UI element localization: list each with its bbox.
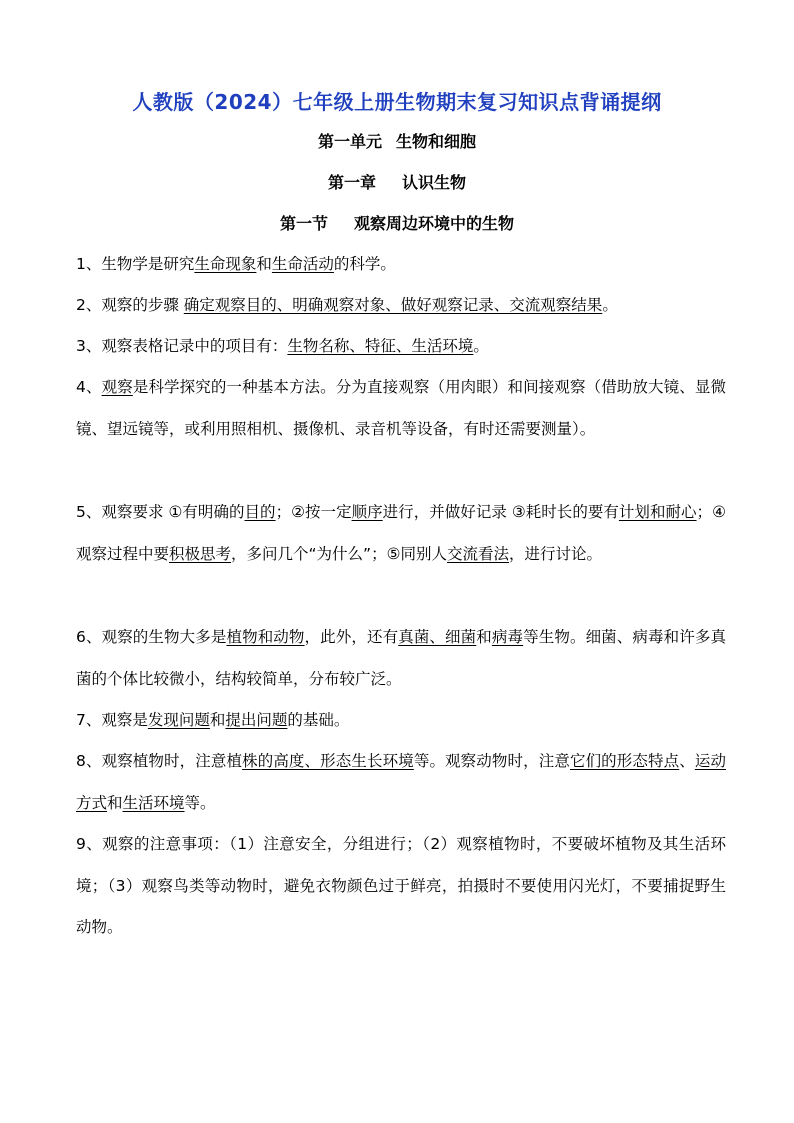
chapter-name: 认识生物 (402, 173, 467, 192)
underlined-term: 积极思考 (169, 544, 232, 563)
underlined-term: 株的高度、形态生长环境 (242, 752, 414, 770)
text-run: 等。观察动物时，注意 (413, 752, 570, 770)
text-run: 2、观察的步骤 (76, 296, 184, 314)
text-run: ，多问几个“为什么”；⑤同别人 (231, 544, 447, 563)
section-heading (0, 211, 794, 234)
underlined-term: 交流看法 (447, 544, 510, 563)
paragraph-1 (76, 244, 726, 286)
text-run: 等生物。细菌、病毒和许多真菌的个体比较微小，结构较简单，分布较广泛。 (76, 628, 726, 688)
chapter-heading (0, 170, 794, 193)
text-run: 7、观察是 (76, 711, 148, 729)
paragraph-5 (76, 492, 726, 575)
text-run: ，进行讨论。 (509, 544, 603, 563)
text-run: 和 (256, 255, 272, 273)
underlined-term: 目的 (244, 503, 276, 521)
underlined-term: 观察 (101, 378, 133, 396)
underlined-term: 生物名称、特征、生活环境 (287, 337, 474, 355)
paragraph-7 (76, 700, 726, 742)
text-run: 和 (476, 628, 492, 646)
text-run: 1、生物学是研究 (76, 255, 195, 273)
section-name: 观察周边环境中的生物 (354, 214, 515, 233)
text-run: 进行，并做好记录 ③耗时长的要有 (382, 503, 619, 521)
document-title: 人教版（2024）七年级上册生物期末复习知识点背诵提纲 (132, 90, 662, 114)
text-run: 。 (602, 296, 618, 314)
text-run: 4、 (76, 378, 102, 396)
text-run: 和 (209, 711, 226, 729)
chapter-number: 第一章 (327, 173, 376, 192)
text-run: 的科学。 (333, 255, 396, 273)
underlined-term: 提出问题 (225, 711, 288, 729)
text-run: 的基础。 (287, 711, 350, 729)
unit-number: 第一单元 (317, 132, 382, 151)
underlined-term: 生命现象 (194, 255, 257, 273)
text-run: 和 (107, 793, 123, 812)
text-run: ；④观察过程中要 (76, 503, 726, 563)
paragraph-6 (76, 617, 726, 700)
underlined-term: 病毒 (491, 628, 524, 646)
underlined-term: 顺序 (351, 503, 383, 521)
text-run: 。 (473, 337, 489, 355)
text-run: 9、观察的注意事项：（1）注意安全，分组进行；（2）观察植物时，不要破坏植物及其生活环境；（3）观察鸟类等动物时，避免衣物颜色过于鲜亮，拍摄时不要使用闪光灯，不要捕捉野生动物。 (76, 835, 726, 936)
section-number: 第一节 (279, 214, 328, 233)
underlined-term: 运动方式 (76, 752, 726, 812)
paragraph-9 (76, 824, 726, 949)
text-run: 3、观察表格记录中的项目有： (76, 337, 288, 355)
text-run: 6、观察的生物大多是 (76, 628, 227, 646)
underlined-term: 生活环境 (122, 793, 185, 812)
text-run: 等。 (184, 793, 216, 812)
text-run: 是科学探究的一种基本方法。分为直接观察（用肉眼）和间接观察（借助放大镜、显微镜、望远镜等，或利用照相机、摄像机、录音机等设备，有时还需要测量）。 (76, 378, 726, 438)
paragraph-2 (76, 285, 726, 327)
unit-heading (0, 129, 794, 152)
underlined-term: 确定观察目的、明确观察对象、做好观察记录、交流观察结果 (183, 296, 603, 314)
underlined-term: 植物和动物 (226, 628, 305, 646)
paragraph-3 (76, 326, 726, 368)
underlined-term: 真菌、细菌 (398, 628, 477, 646)
unit-name: 生物和细胞 (396, 132, 477, 151)
underlined-term: 它们的形态特点 (569, 752, 680, 770)
text-run: 8、观察植物时，注意植 (76, 752, 243, 770)
text-run: 、 (679, 752, 695, 770)
underlined-term: 计划和耐心 (618, 503, 697, 521)
underlined-term: 生命活动 (271, 255, 334, 273)
text-run: ；②按一定 (275, 503, 352, 521)
text-run: ，此外，还有 (304, 628, 399, 646)
underlined-term: 发现问题 (147, 711, 210, 729)
text-run: 5、观察要求 ①有明确的 (76, 503, 245, 521)
paragraph-8 (76, 741, 726, 824)
paragraph-4 (76, 367, 726, 450)
